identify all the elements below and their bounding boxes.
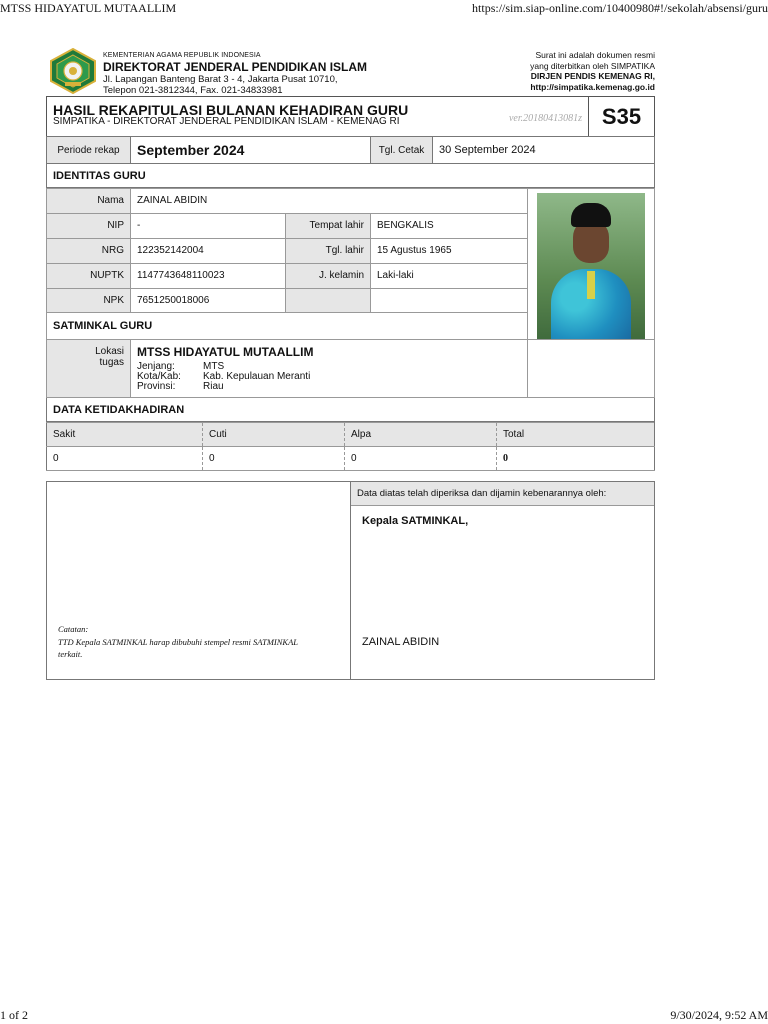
- satminkal-details: [137, 362, 521, 392]
- photo-cell: [528, 189, 655, 340]
- jenjang-value: MTS: [203, 361, 225, 372]
- ketidakhadiran-table: [46, 422, 655, 471]
- cetak-label: Tgl. Cetak: [371, 137, 433, 164]
- jenjang-label: Jenjang:: [137, 361, 175, 372]
- note-line-4: http://simpatika.kemenag.go.id: [530, 81, 655, 92]
- periode-value: September 2024: [131, 137, 371, 164]
- identitas-table: [46, 188, 655, 398]
- stamp-area: [47, 482, 351, 679]
- nuptk-value: 1147743648110023: [131, 263, 286, 288]
- nuptk-label: NUPTK: [47, 263, 131, 288]
- provinsi-label: Provinsi:: [137, 381, 176, 392]
- kemenag-logo-icon: [50, 48, 96, 94]
- note-line-2: yang diterbitkan oleh SIMPATIKA: [530, 60, 655, 71]
- signature-area: [351, 482, 654, 679]
- note-line-1: Surat ini adalah dokumen resmi: [535, 50, 655, 60]
- report-code: S35: [588, 97, 654, 136]
- tempat-lahir-value: BENGKALIS: [371, 213, 528, 238]
- letterhead-text: [103, 50, 367, 96]
- catatan-label: Catatan:: [58, 624, 89, 634]
- val-sakit: 0: [47, 447, 203, 471]
- col-cuti: Cuti: [203, 423, 345, 447]
- lokasi-value: [131, 340, 528, 398]
- col-sakit: Sakit: [47, 423, 203, 447]
- nrg-label: NRG: [47, 238, 131, 263]
- tgl-lahir-label: Tgl. lahir: [286, 238, 371, 263]
- tempat-lahir-label: Tempat lahir: [286, 213, 371, 238]
- tgl-lahir-value: 15 Agustus 1965: [371, 238, 528, 263]
- official-doc-note: [530, 50, 655, 92]
- report-version: ver.20180413081z: [508, 113, 582, 124]
- cetak-value: 30 September 2024: [433, 137, 655, 164]
- report-title-box: [46, 96, 655, 136]
- report-title: HASIL REKAPITULASI BULANAN KEHADIRAN GURU: [53, 102, 409, 118]
- lokasi-label-1: Lokasi: [95, 346, 124, 357]
- kelamin-label: J. kelamin: [286, 263, 371, 288]
- lokasi-label: [47, 340, 131, 398]
- satminkal-spacer: [528, 340, 655, 398]
- col-alpa: Alpa: [345, 423, 497, 447]
- val-cuti: 0: [203, 447, 345, 471]
- report-subtitle: SIMPATIKA - DIREKTORAT JENDERAL PENDIDIKAN ISLAM - KEMENAG RI: [53, 116, 400, 127]
- address-line-1: Jl. Lapangan Banteng Barat 3 - 4, Jakarta Pusat 10710,: [103, 74, 338, 85]
- kelamin-value: Laki-laki: [371, 263, 528, 288]
- npk-label: NPK: [47, 288, 131, 313]
- note-line-3: DIRJEN PENDIS KEMENAG RI,: [530, 71, 655, 81]
- empty-value: [371, 288, 528, 313]
- directorate-name: DIREKTORAT JENDERAL PENDIDIKAN ISLAM: [103, 60, 368, 74]
- ministry-name: KEMENTERIAN AGAMA REPUBLIK INDONESIA: [103, 52, 261, 59]
- satminkal-heading: SATMINKAL GURU: [47, 313, 528, 340]
- letterhead: [46, 46, 655, 96]
- provinsi-value: Riau: [203, 381, 224, 392]
- val-total: 0: [497, 447, 655, 471]
- ketidakhadiran-heading: DATA KETIDAKHADIRAN: [46, 398, 655, 422]
- satminkal-name: MTSS HIDAYATUL MUTAALLIM: [137, 345, 314, 359]
- nama-value: ZAINAL ABIDIN: [131, 189, 528, 214]
- document: [46, 46, 655, 680]
- address-line-2: Telepon 021-3812344, Fax. 021-34833981: [103, 85, 283, 96]
- val-alpa: 0: [345, 447, 497, 471]
- npk-value: 7651250018006: [131, 288, 286, 313]
- empty-label: [286, 288, 371, 313]
- identitas-heading: IDENTITAS GURU: [46, 164, 655, 188]
- nip-label: NIP: [47, 213, 131, 238]
- print-url: https://sim.siap-online.com/10400980#!/sekolah/absensi/guru: [472, 1, 768, 15]
- lokasi-label-2: tugas: [99, 357, 124, 368]
- nama-label: Nama: [47, 189, 131, 214]
- kota-label: Kota/Kab:: [137, 371, 181, 382]
- signature-title: Kepala SATMINKAL,: [362, 515, 469, 527]
- catatan-note: [58, 623, 298, 661]
- kota-value: Kab. Kepulauan Meranti: [203, 371, 311, 382]
- print-footer: [0, 1008, 768, 1024]
- page-number: 1 of 2: [0, 1008, 28, 1022]
- print-header: [0, 0, 768, 16]
- nrg-value: 122352142004: [131, 238, 286, 263]
- signature-box: [46, 481, 655, 680]
- col-total: Total: [497, 423, 655, 447]
- signature-header: Data diatas telah diperiksa dan dijamin kebenarannya oleh:: [351, 482, 654, 506]
- periode-table: [46, 136, 655, 164]
- catatan-text: TTD Kepala SATMINKAL harap dibubuhi stempel resmi SATMINKAL terkait.: [58, 636, 298, 659]
- print-title: MTSS HIDAYATUL MUTAALLIM: [0, 1, 177, 15]
- teacher-photo: [537, 193, 645, 339]
- signature-name: ZAINAL ABIDIN: [362, 636, 440, 648]
- print-datetime: 9/30/2024, 9:52 AM: [670, 1008, 768, 1022]
- nip-value: -: [131, 213, 286, 238]
- periode-label: Periode rekap: [47, 137, 131, 164]
